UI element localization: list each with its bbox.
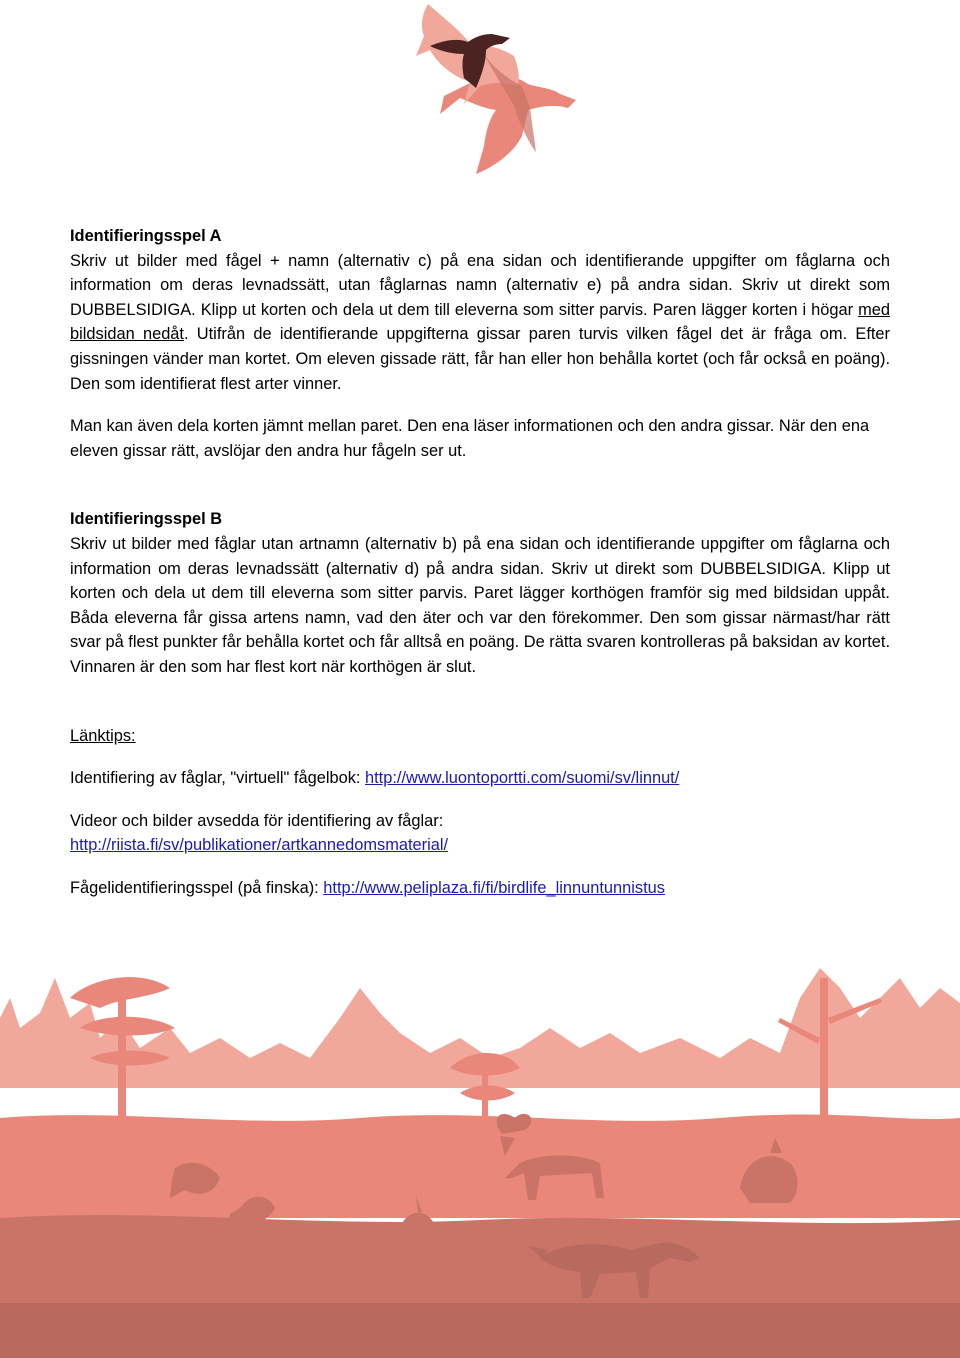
paragraph-spel-a-2: Man kan även dela korten jämnt mellan paret. Den ena läser informationen och den andra gissar. När den ena eleven gissar rätt, avslöjar den andra hur fågeln ser ut. — [70, 417, 870, 460]
section-links — [70, 724, 890, 901]
section-spel-b — [70, 507, 890, 679]
section-spel-a — [70, 224, 890, 463]
link-label: Fågelidentifieringsspel (på finska): — [70, 878, 324, 897]
paragraph-spel-a-1 — [70, 249, 890, 397]
link-luontoportti[interactable]: http://www.luontoportti.com/suomi/sv/linnut/ — [365, 769, 680, 788]
middle-ground — [0, 1114, 960, 1218]
heading-spel-a: Identifieringsspel A — [70, 227, 222, 245]
bottom-band — [0, 1303, 960, 1358]
underlined-text: med bildsidan nedåt — [70, 300, 890, 344]
link-riista[interactable]: http://riista.fi/sv/publikationer/artkannedomsmaterial/ — [70, 836, 449, 855]
link-label: Identifiering av fåglar, "virtuell" fågelbok: — [70, 769, 365, 788]
text-span: Skriv ut bilder med fågel + namn (alternativ c) på ena sidan och identifierande uppgifter om fåglarna och information om deras levnadssätt, utan fåglarnas namn (alternativ e) på andra sidan. Skriv ut direkt som DUBBELSIDIGA. Klipp ut korten och dela ut dem till eleverna som sitter parvis. Paren lägger korten i högar — [70, 251, 890, 319]
link-peliplaza[interactable]: http://www.peliplaza.fi/fi/birdlife_linnuntunnistus — [323, 878, 665, 897]
link-label: Videor och bilder avsedda för identifiering av fåglar: — [70, 811, 444, 830]
text-span: . Utifrån de identifierande uppgifterna gissar paren turvis vilken fågel det är fråga om. Efter gissningen vänder man kortet. Om eleven gissade rätt, får han eller hon behålla kortet (och får också en poäng). Den som identifierat flest arter vinner. — [70, 325, 890, 393]
heading-spel-b: Identifieringsspel B — [70, 510, 223, 529]
paragraph-spel-b-1: Skriv ut bilder med fåglar utan artnamn (alternativ b) på ena sidan och identifierande uppgifter om fåglarna och information om deras levnadssätt (alternativ d) på andra sidan. Skriv ut direkt som DUBBELSIDIGA. Klipp ut korten och dela ut dem till eleverna som sitter parvis. Paret lägger korthögen framför sig med bildsidan uppåt. Båda eleverna får gissa artens namn, vad den äter och var den förekommer. Den som gissar närmast/har rätt svar på flest punkter får behålla kortet och får alltså en poäng. De rätta svaren kontrolleras på baksidan av kortet. Vinnaren är den som har flest kort när korthögen är slut. — [70, 534, 890, 676]
link-row-peliplaza — [70, 876, 890, 901]
link-row-riista — [70, 809, 890, 858]
geese-logo — [410, 2, 590, 178]
link-row-luontoportti — [70, 766, 890, 791]
forest-scene — [0, 958, 960, 1358]
links-heading: Länktips: — [70, 726, 136, 745]
document-body — [70, 224, 890, 900]
